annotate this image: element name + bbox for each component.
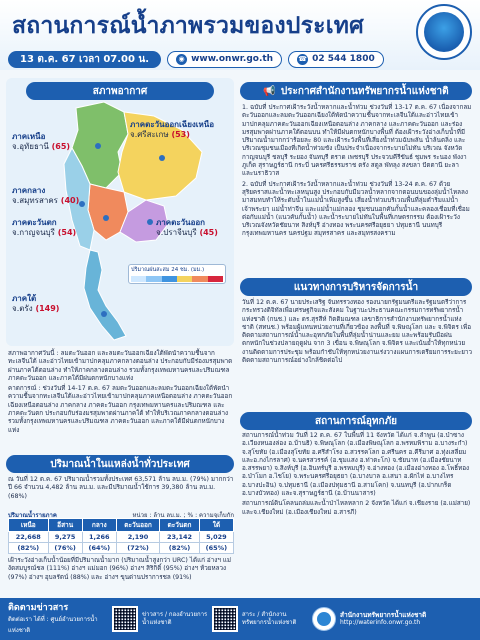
region-province: จ.ศรีสะเกษ xyxy=(130,130,169,139)
water-table-header-row xyxy=(9,519,234,532)
table-cell: (64%) xyxy=(82,543,116,554)
globe-icon: ◉ xyxy=(176,54,187,65)
rain-marker xyxy=(159,155,165,161)
weather-heading-text: สภาพอากาศ xyxy=(92,85,148,97)
header xyxy=(0,0,480,70)
logo-emblem-icon xyxy=(424,12,464,52)
region-rain-value: (54) xyxy=(57,228,77,237)
region-name: ภาคกลาง xyxy=(12,186,46,195)
region-central-label xyxy=(12,186,79,206)
table-cell: 23,142 xyxy=(160,532,200,543)
footer-org-url[interactable]: http://waterinfo.onwr.go.th xyxy=(340,619,421,626)
footer-contact-sub: ติดต่อเรา ได้ที่ : ศูนย์อำนวยการน้ำแห่งชาติ xyxy=(8,615,98,634)
announcement-item-2: 2. ฉบับที่ ประกาศเฝ้าระวังน้ำหลากและน้ำท่วม ช่วงวันที่ 13-24 ต.ค. 67 ด้วยสุริยคราสและน้ำทะเลหนุนสูง ประกอบกับมีมวลน้ำหลากจากตอนบนของลุ่มน้ำไหลลงมาสมทบทำให้ระดับน้ำในแม่น้ำเพิ่มสูงขึ้น เสี่ยงน้ำท่วมบริเวณพื้นที่ลุ่มต่ำริมแม่น้ำเจ้าพระยา แม่น้ำท่าจีน และแม่น้ำแม่กลอง ชุมชนนอกคันกั้นน้ำและคลองเชื่อมที่เชื่อมต่อกับแม่น้ำ (แนวคันกั้นน้ำ) และน้ำระบายไม่ทันในพื้นที่เกษตรกรรม ต้องเฝ้าระวังบริเวณจังหวัดชัยนาท สิงห์บุรี อ่างทอง พระนครศรีอยุธยา ปทุมธานี นนทบุรี กรุงเทพมหานคร นครปฐม สมุทรสาคร และสมุทรสงคราม xyxy=(242,180,470,238)
logo-emblem-icon xyxy=(317,612,331,626)
table-cell: (65%) xyxy=(199,543,233,554)
table-cell: 2,190 xyxy=(116,532,159,543)
management-text: วันที่ 12 ต.ค. 67 นายประเสริฐ จันทรรวงทอง รองนายกรัฐมนตรีและรัฐมนตรีว่าการกระทรวงดิจิทัลเพื่อเศรษฐกิจและสังคม ในฐานะประธานคณะกรรมการทรัพยากรน้ำแห่งชาติ (กนช.) และ ดร.สุรสีห์ กิตติมณฑล เลขาธิการสำนักงานทรัพยากรน้ำแห่งชาติ (สทนช.) พร้อมผู้แทนหน่วยงานที่เกี่ยวข้อง ลงพื้นที่ จ.พิษณุโลก และ จ.พิจิตร เพื่อติดตามสถานการณ์น้ำและอุทกภัยในพื้นที่ลุ่มน้ำน่านและยม และพร้อมรับมือฝนตกหนักในช่วงปลายฤดูฝน จาก 3 เขื่อน จ.พิษณุโลก จ.พิจิตร และเน้นย้ำให้ทุกหน่วยงานติดตามการประชุม พร้อมกำชับให้ทุกหน่วยงานเร่งวางแผนการเตรียมการระยะยาว ติดตามสถานการณ์อย่างใกล้ชิดต่อไป xyxy=(242,299,472,365)
table-cell: (72%) xyxy=(116,543,159,554)
onwr-footer-logo xyxy=(312,607,336,631)
flood-heading xyxy=(240,412,472,430)
rain-marker xyxy=(103,215,109,221)
region-rain-value: (45) xyxy=(199,228,218,237)
weather-today-text: สภาพอากาศวันนี้ : ลมตะวันออก และลมตะวันออกเฉียงใต้พัดนำความชื้นจากทะเลจีนใต้ และอ่าวไทยเข้ามาปกคลุมภาคกลางตอนล่าง ประกอบกับมีร่องมรสุมพาดผ่านภาคใต้ตอนล่าง ทำให้ภาคกลางตอนล่าง รวมทั้งกรุงเทพมหานครและปริมณฑล ภาคตะวันออก และภาคใต้มีฝนตกหนักบางแห่ง xyxy=(8,350,233,382)
qr-code-icon[interactable] xyxy=(212,606,238,632)
weather-heading xyxy=(26,82,214,100)
table-cell: (82%) xyxy=(9,543,49,554)
region-name: ภาคใต้ xyxy=(12,294,37,303)
qr-code-icon[interactable] xyxy=(112,606,138,632)
phone-icon: ☎ xyxy=(298,54,307,63)
water-volume-heading xyxy=(6,455,234,473)
megaphone-icon: 📢 xyxy=(263,85,276,97)
flood-heading-text: สถานการณ์อุทกภัย xyxy=(314,415,398,427)
table-header-cell: ตะวันตก xyxy=(160,519,200,532)
onwr-logo xyxy=(416,4,472,60)
region-name: ภาคตะวันตก xyxy=(12,218,57,227)
table-cell: 5,029 xyxy=(199,532,233,543)
footer-contact xyxy=(0,603,108,636)
water-table-unit: หน่วย : ล้าน ลบ.ม. ; % : ความจุเก็บกัก xyxy=(132,512,234,519)
legend-title: ปริมาณฝนสะสม 24 ชม. (มม.) xyxy=(131,267,205,273)
weather-forecast-text: คาดการณ์ : ช่วงวันที่ 14-17 ต.ค. 67 ลมตะวันออกและลมตะวันออกเฉียงใต้พัดนำความชื้นจากทะเลจีนใต้และอ่าวไทยเข้ามาปกคลุมภาคเหนือตอนล่าง ภาคตะวันออกเฉียงเหนือตอนล่าง ภาคกลาง ภาคตะวันออก กรุงเทพมหานครและปริมณฑล และภาคตะวันตก ประกอบกับร่องมรสุมพาดผ่านภาคใต้ ทำให้บริเวณภาคกลางตอนล่าง รวมทั้งกรุงเทพมหานครและปริมณฑล ภาคตะวันออก และภาคใต้มีฝนตกหนักบางแห่ง xyxy=(8,385,233,434)
water-volume-heading-text: ปริมาณน้ำในแหล่งน้ำทั่วประเทศ xyxy=(50,458,190,470)
rain-marker xyxy=(101,311,107,317)
footer-item-news: ข่าวสาร / กองอำนวยการน้ำแห่งชาติ xyxy=(142,611,208,626)
rain-legend xyxy=(128,264,226,284)
announcement-item-1: 1. ฉบับที่ ประกาศเฝ้าระวังน้ำหลากและน้ำท่วม ช่วงวันที่ 13-17 ต.ค. 67 เนื่องจากลมตะวันออกและลมตะวันออกเฉียงใต้พัดนำความชื้นจากทะเลจีนใต้และอ่าวไทยเข้ามาปกคลุมภาคตะวันออกเฉียงเหนือตอนล่าง ภาคกลาง และภาคตะวันออก และร่องมรสุมพาดผ่านภาคใต้ตอนบน ทำให้มีฝนตกหนักบางพื้นที่ ต้องเฝ้าระวังอ่างเก็บน้ำที่มีปริมาณน้ำมากกว่าร้อยละ 80 และเฝ้าระวังพื้นที่เสี่ยงน้ำท่วมฉับพลัน น้ำล้นตลิ่ง และบริเวณชุมชนเมืองที่เกิดน้ำท่วมขัง เป็นประจำเนื่องจากระบายไม่ทัน บริเวณ จังหวัดกาญจนบุรี ชลบุรี ระยอง จันทบุรี ตราด เพชรบุรี ประจวบคีรีขันธ์ ชุมพร ระนอง พังงา ภูเก็ต สุราษฎร์ธานี กระบี่ นครศรีธรรมราช ตรัง สตูล พัทลุง สงขลา ปัตตานี ยะลา และนราธิวาส xyxy=(242,104,472,178)
region-rain-value: (65) xyxy=(51,142,71,151)
table-cell: (82%) xyxy=(160,543,200,554)
management-heading xyxy=(240,278,472,296)
region-rain-value: (40) xyxy=(60,196,80,205)
table-row xyxy=(9,543,234,554)
region-province: จ.อุทัยธานี xyxy=(12,142,49,151)
table-header-cell: ใต้ xyxy=(199,519,233,532)
table-cell: 22,668 xyxy=(9,532,49,543)
legend-scale xyxy=(131,276,223,282)
table-cell: 1,266 xyxy=(82,532,116,543)
table-row xyxy=(9,532,234,543)
region-north-label xyxy=(12,132,70,152)
table-header-cell: กลาง xyxy=(82,519,116,532)
region-province: จ.กาญจนบุรี xyxy=(12,228,55,237)
announcement-heading-text: ประกาศสำนักงานทรัพยากรน้ำแห่งชาติ xyxy=(280,85,449,97)
header-subbar xyxy=(8,50,384,68)
table-cell: 9,275 xyxy=(48,532,82,543)
water-summary: ณ วันที่ 12 ต.ค. 67 ปริมาณน้ำรวมทั้งประเทศ 63,571 ล้าน ลบ.ม. (79%) มากกว่า ปี 66 จำนวน 4,482 ล้าน ลบ.ม. และมีปริมาณน้ำใช้การ 39,380 ล้าน ลบ.ม. (68%) xyxy=(8,476,234,500)
region-name: ภาคตะวันออก xyxy=(156,218,206,227)
website-link[interactable] xyxy=(167,51,282,68)
region-east-label xyxy=(156,218,218,238)
map-region-south xyxy=(84,250,126,340)
footer-org-name: สำนักงานทรัพยากรน้ำแห่งชาติ xyxy=(340,611,427,619)
table-header-cell: อีสาน xyxy=(48,519,82,532)
announcement-panel xyxy=(238,78,474,278)
management-heading-text: แนวทางการบริหารจัดการน้ำ xyxy=(293,281,419,293)
flood-text-block xyxy=(242,432,472,517)
footer-item-info: สาระ / สำนักงานทรัพยากรน้ำแห่งชาติ xyxy=(242,611,297,626)
region-northeast-label xyxy=(130,120,214,140)
page-title: สถานการณ์น้ำภาพรวมของประเทศ xyxy=(12,13,364,39)
flood-situation-text: สถานการณ์น้ำท่วม วันที่ 12 ต.ค. 67 ในพื้นที่ 11 จังหวัด ได้แก่ จ.ลำพูน (อ.ป่าซาง อ.เวียงหนองล่อง อ.บ้านธิ) จ.พิษณุโลก (อ.เมืองพิษณุโลก อ.พรหมพิราม อ.บางระกำ) จ.สุโขทัย (อ.เมืองสุโขทัย อ.ศรีสำโรง อ.สวรรคโลก อ.ศรีนคร อ.คีรีมาศ อ.ทุ่งเสลี่ยม และอ.กงไกรลาศ) จ.นครสวรรค์ (อ.ชุมแสง อ.ท่าตะโก) จ.ชัยนาท (อ.เมืองชัยนาท อ.สรรพยา) จ.สิงห์บุรี (อ.อินทร์บุรี อ.พรหมบุรี) จ.อ่างทอง (อ.เมืองอ่างทอง อ.โพธิ์ทอง อ.ป่าโมก อ.ไชโย) จ.พระนครศรีอยุธยา (อ.บางบาล อ.เสนา อ.ผักไห่ อ.บางไทร อ.บางปะอิน) จ.ปทุมธานี (อ.เมืองปทุมธานี อ.สามโคก) จ.นนทบุรี (อ.ปากเกร็ด อ.บางบัวทอง) และจ.สุราษฎร์ธานี (อ.บ้านนาสาร) xyxy=(242,432,470,498)
date-badge: 13 ต.ค. 67 เวลา 07.00 น. xyxy=(8,51,161,68)
region-rain-value: (53) xyxy=(171,130,190,139)
table-cell: (76%) xyxy=(48,543,82,554)
water-table-title: ปริมาณน้ำรายภาค xyxy=(8,512,57,519)
rain-marker xyxy=(95,143,101,149)
rain-marker xyxy=(147,219,153,225)
region-province: จ.สมุทรสาคร xyxy=(12,196,58,205)
region-rain-value: (149) xyxy=(35,304,60,313)
rain-marker xyxy=(79,201,85,207)
website-text: www.onwr.go.th xyxy=(191,54,274,64)
weather-map-panel xyxy=(6,78,234,346)
region-name: ภาคเหนือ xyxy=(12,132,46,141)
footer-contact-title: ติดตามข่าวสาร xyxy=(8,602,69,613)
phone-text: 02 544 1800 xyxy=(312,54,375,64)
footer xyxy=(0,598,480,640)
landslide-text: สถานการณ์ดินโคลนถล่มและน้ำป่าไหลหลาก 2 จังหวัด ได้แก่ จ.เชียงราย (อ.แม่สาย) และจ.เชียงใหม่ (อ.เมืองเชียงใหม่ อ.สารภี) xyxy=(242,500,471,516)
region-name: ภาคตะวันออกเฉียงเหนือ xyxy=(130,120,215,129)
table-header-cell: ตะวันออก xyxy=(116,519,159,532)
table-header-cell: เหนือ xyxy=(9,519,49,532)
region-province: จ.ปราจีนบุรี xyxy=(156,228,197,237)
region-south-label xyxy=(12,294,59,314)
reservoir-watch-note: เฝ้าระวังอ่างเก็บน้ำน้อยที่มีปริมาณน้ำมาก (ปริมาณน้ำสูงกว่า URC) ได้แก่ อ่างฯ แม่งัดสมบูรณ์ชล (111%) อ่างฯ แม่มอก (96%) อ่างฯ สิริกิติ์ (95%) อ่างฯ ห้วยหลวง (97%) อ่างฯ อุบลรัตน์ (88%) และ อ่างฯ ขุนด่านปราการชล (91%) xyxy=(8,557,232,581)
region-province: จ.ตรัง xyxy=(12,304,33,313)
region-west-label xyxy=(12,218,76,238)
footer-org xyxy=(340,611,426,627)
phone-link[interactable] xyxy=(288,51,384,68)
weather-text-block xyxy=(8,350,234,435)
announcement-heading xyxy=(240,82,472,100)
water-table xyxy=(8,518,234,554)
